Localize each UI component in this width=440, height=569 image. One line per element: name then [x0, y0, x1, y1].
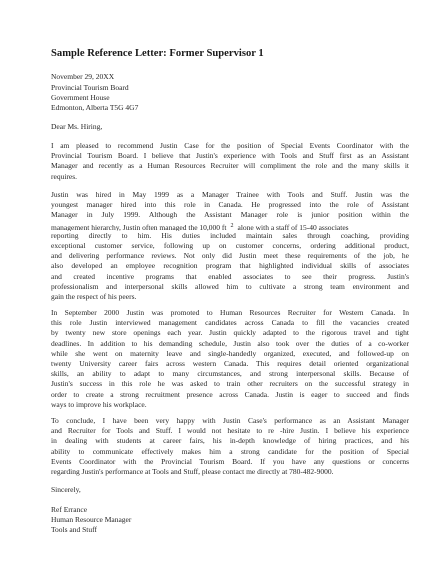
- paragraph-line: and Recruiter for Tools and Stuff. I would not hesitate to re -hire Justin. I believe his experience: [51, 426, 409, 436]
- letter-date: November 29, 20XX: [51, 72, 115, 81]
- paragraph-line: I am pleased to recommend Justin Case for the position of Special Events Coordinator with the: [51, 141, 409, 150]
- signature-title: Human Resource Manager: [51, 515, 132, 525]
- paragraph-line: ways to improve his workplace.: [51, 399, 147, 409]
- paragraph-line: in dealing with students at career fairs, his in-depth knowledge of hiring practices, and his: [51, 436, 409, 446]
- address-line: Government House: [51, 93, 110, 103]
- paragraph-line: youngest manager hired into this role in Canada. He progressed into the role of Assistant: [51, 200, 409, 210]
- signature-block: [51, 505, 409, 536]
- paragraph-line: Justin was hired in May 1999 as a Manager Trainee with Tools and Stuff. Justin was the: [51, 190, 409, 199]
- paragraph-line: reporting directly to him. His duties included maintain sales through coaching, providing: [51, 230, 409, 240]
- signature-company: Tools and Stuff: [51, 525, 98, 535]
- paragraph-line: gain the respect of his peers.: [51, 291, 137, 301]
- salutation-block: [51, 122, 409, 132]
- address-line: Edmonton, Alberta T5G 4G7: [51, 103, 139, 113]
- paragraph-line: while she went on maternity leave and single-handedly organized, executed, and followed-up on: [51, 348, 409, 358]
- paragraph-manager-role: [51, 190, 409, 302]
- paragraph-line: regarding Justin's performance at Tools and Stuff, please contact me directly at 780-482-9000.: [51, 466, 334, 476]
- paragraph-line: In September 2000 Justin was promoted to Human Resources Recruiter for Western Canada. In: [51, 308, 409, 317]
- paragraph-line: by twenty new store openings each year. Justin quickly adapted to the rigorous travel and tight: [51, 328, 409, 338]
- closing: Sincerely,: [51, 485, 81, 494]
- paragraph-line: Events Coordinator with the Provincial Tourism Board. If you have any questions or concerns: [51, 456, 409, 466]
- paragraph-text: management hierarchy, Justin often managed the 10,000 ft: [51, 222, 227, 231]
- superscript-mark: 2: [230, 222, 234, 229]
- paragraph-line: and created incentive programs that enabled associates to see their progress. Justin's: [51, 271, 409, 281]
- paragraph-line: Provincial Tourism Board. I believe that Justin's experience with Tools and Stuff first as an Assistant: [51, 151, 409, 161]
- paragraph-line: skills, an ability to adapt to many circumstances, and strong interpersonal skills. Because of: [51, 369, 409, 379]
- paragraph-line: and delivering performance reviews. Not only did Justin meet these requirements of the job, he: [51, 251, 409, 261]
- paragraph-line: also developed an employee recognition program that highlighted individual skills of associates: [51, 261, 409, 271]
- paragraph-line: this role Justin interviewed management candidates across Canada to fill the vacancies created: [51, 318, 409, 328]
- paragraph-line: order to create a strong recruitment presence across Canada. Justin is eager to succeed and finds: [51, 389, 409, 399]
- paragraph-line: twenty University career fairs across western Canada. This requires detail oriented organizational: [51, 358, 409, 368]
- paragraph-line: Justin's success in this role he was asked to train other recruiters on the successful strategy in: [51, 379, 409, 389]
- closing-block: [51, 485, 409, 495]
- paragraph-line: requires.: [51, 171, 78, 181]
- signature-name: Ref Errance: [51, 505, 88, 514]
- paragraph-line: ability to communicate effectively makes him a strong candidate for the position of Special: [51, 446, 409, 456]
- paragraph-line-with-superscript: [51, 221, 409, 231]
- paragraph-conclusion: [51, 416, 409, 477]
- paragraph-intro: [51, 141, 409, 182]
- letter-title: Sample Reference Letter: Former Supervisor 1: [51, 48, 264, 59]
- paragraph-line: To conclude, I have been very happy with Justin Case's performance as an Assistant Manager: [51, 416, 409, 425]
- paragraph-line: exceptional customer service, following up on customer concerns, ordering additional product,: [51, 240, 409, 250]
- salutation: Dear Ms. Hiring,: [51, 122, 103, 131]
- letter-date-block: [51, 72, 409, 82]
- paragraph-recruiter-role: [51, 308, 409, 410]
- paragraph-text: alone with a staff of 15-40 associates: [237, 222, 349, 231]
- paragraph-line: Manager and recently as a Human Resources Recruiter will compliment the role and the many skills it: [51, 161, 409, 171]
- paragraph-line: Manager in July 1999. Although the Assistant Manager role is junior position within the: [51, 210, 409, 220]
- paragraph-line: deadlines. In addition to his demanding schedule, Justin also took over the duties of a co-worker: [51, 338, 409, 348]
- recipient-address: [51, 83, 409, 114]
- address-line: Provincial Tourism Board: [51, 83, 129, 92]
- paragraph-line: professionalism and interpersonal skills allowed him to cultivate a strong team environment and: [51, 281, 409, 291]
